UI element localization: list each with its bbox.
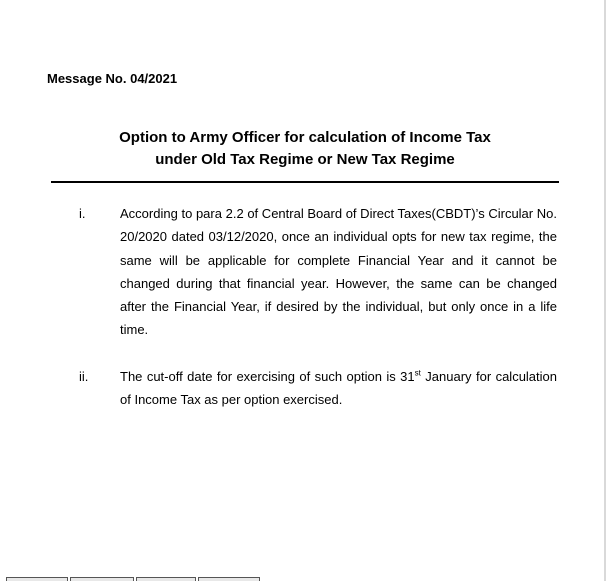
list-item bbox=[79, 365, 557, 412]
sheet-tab[interactable] bbox=[136, 577, 196, 581]
item-text-after: January for calculation of Income Tax as per option exercised. bbox=[120, 369, 557, 408]
title-line-2: under Old Tax Regime or New Tax Regime bbox=[155, 151, 455, 168]
message-number: Message No. 04/2021 bbox=[47, 71, 178, 86]
list-item bbox=[79, 202, 557, 342]
title-divider bbox=[51, 181, 559, 183]
document-title bbox=[51, 127, 559, 171]
sheet-tab[interactable] bbox=[198, 577, 260, 581]
ordinal-superscript: st bbox=[414, 368, 421, 378]
item-number: ii. bbox=[79, 369, 89, 384]
item-number: i. bbox=[79, 206, 86, 221]
sheet-tab[interactable] bbox=[6, 577, 68, 581]
item-text: According to para 2.2 of Central Board of Direct Taxes(CBDT)’s Circular No. 20/2020 dated 03/12/2020, once an individual opts for new tax regime, the same will be applicable for complete Financial Year and it cannot be changed during that financial year. However, the same can be changed after the Financial Year, if desired by the individual, but only once in a life time. bbox=[120, 206, 557, 338]
item-text bbox=[120, 365, 557, 412]
sheet-tab-strip bbox=[0, 577, 606, 581]
sheet-tab[interactable] bbox=[70, 577, 134, 581]
item-text-before: The cut-off date for exercising of such option is 31 bbox=[120, 369, 415, 384]
title-line-1: Option to Army Officer for calculation of Income Tax bbox=[119, 129, 491, 146]
